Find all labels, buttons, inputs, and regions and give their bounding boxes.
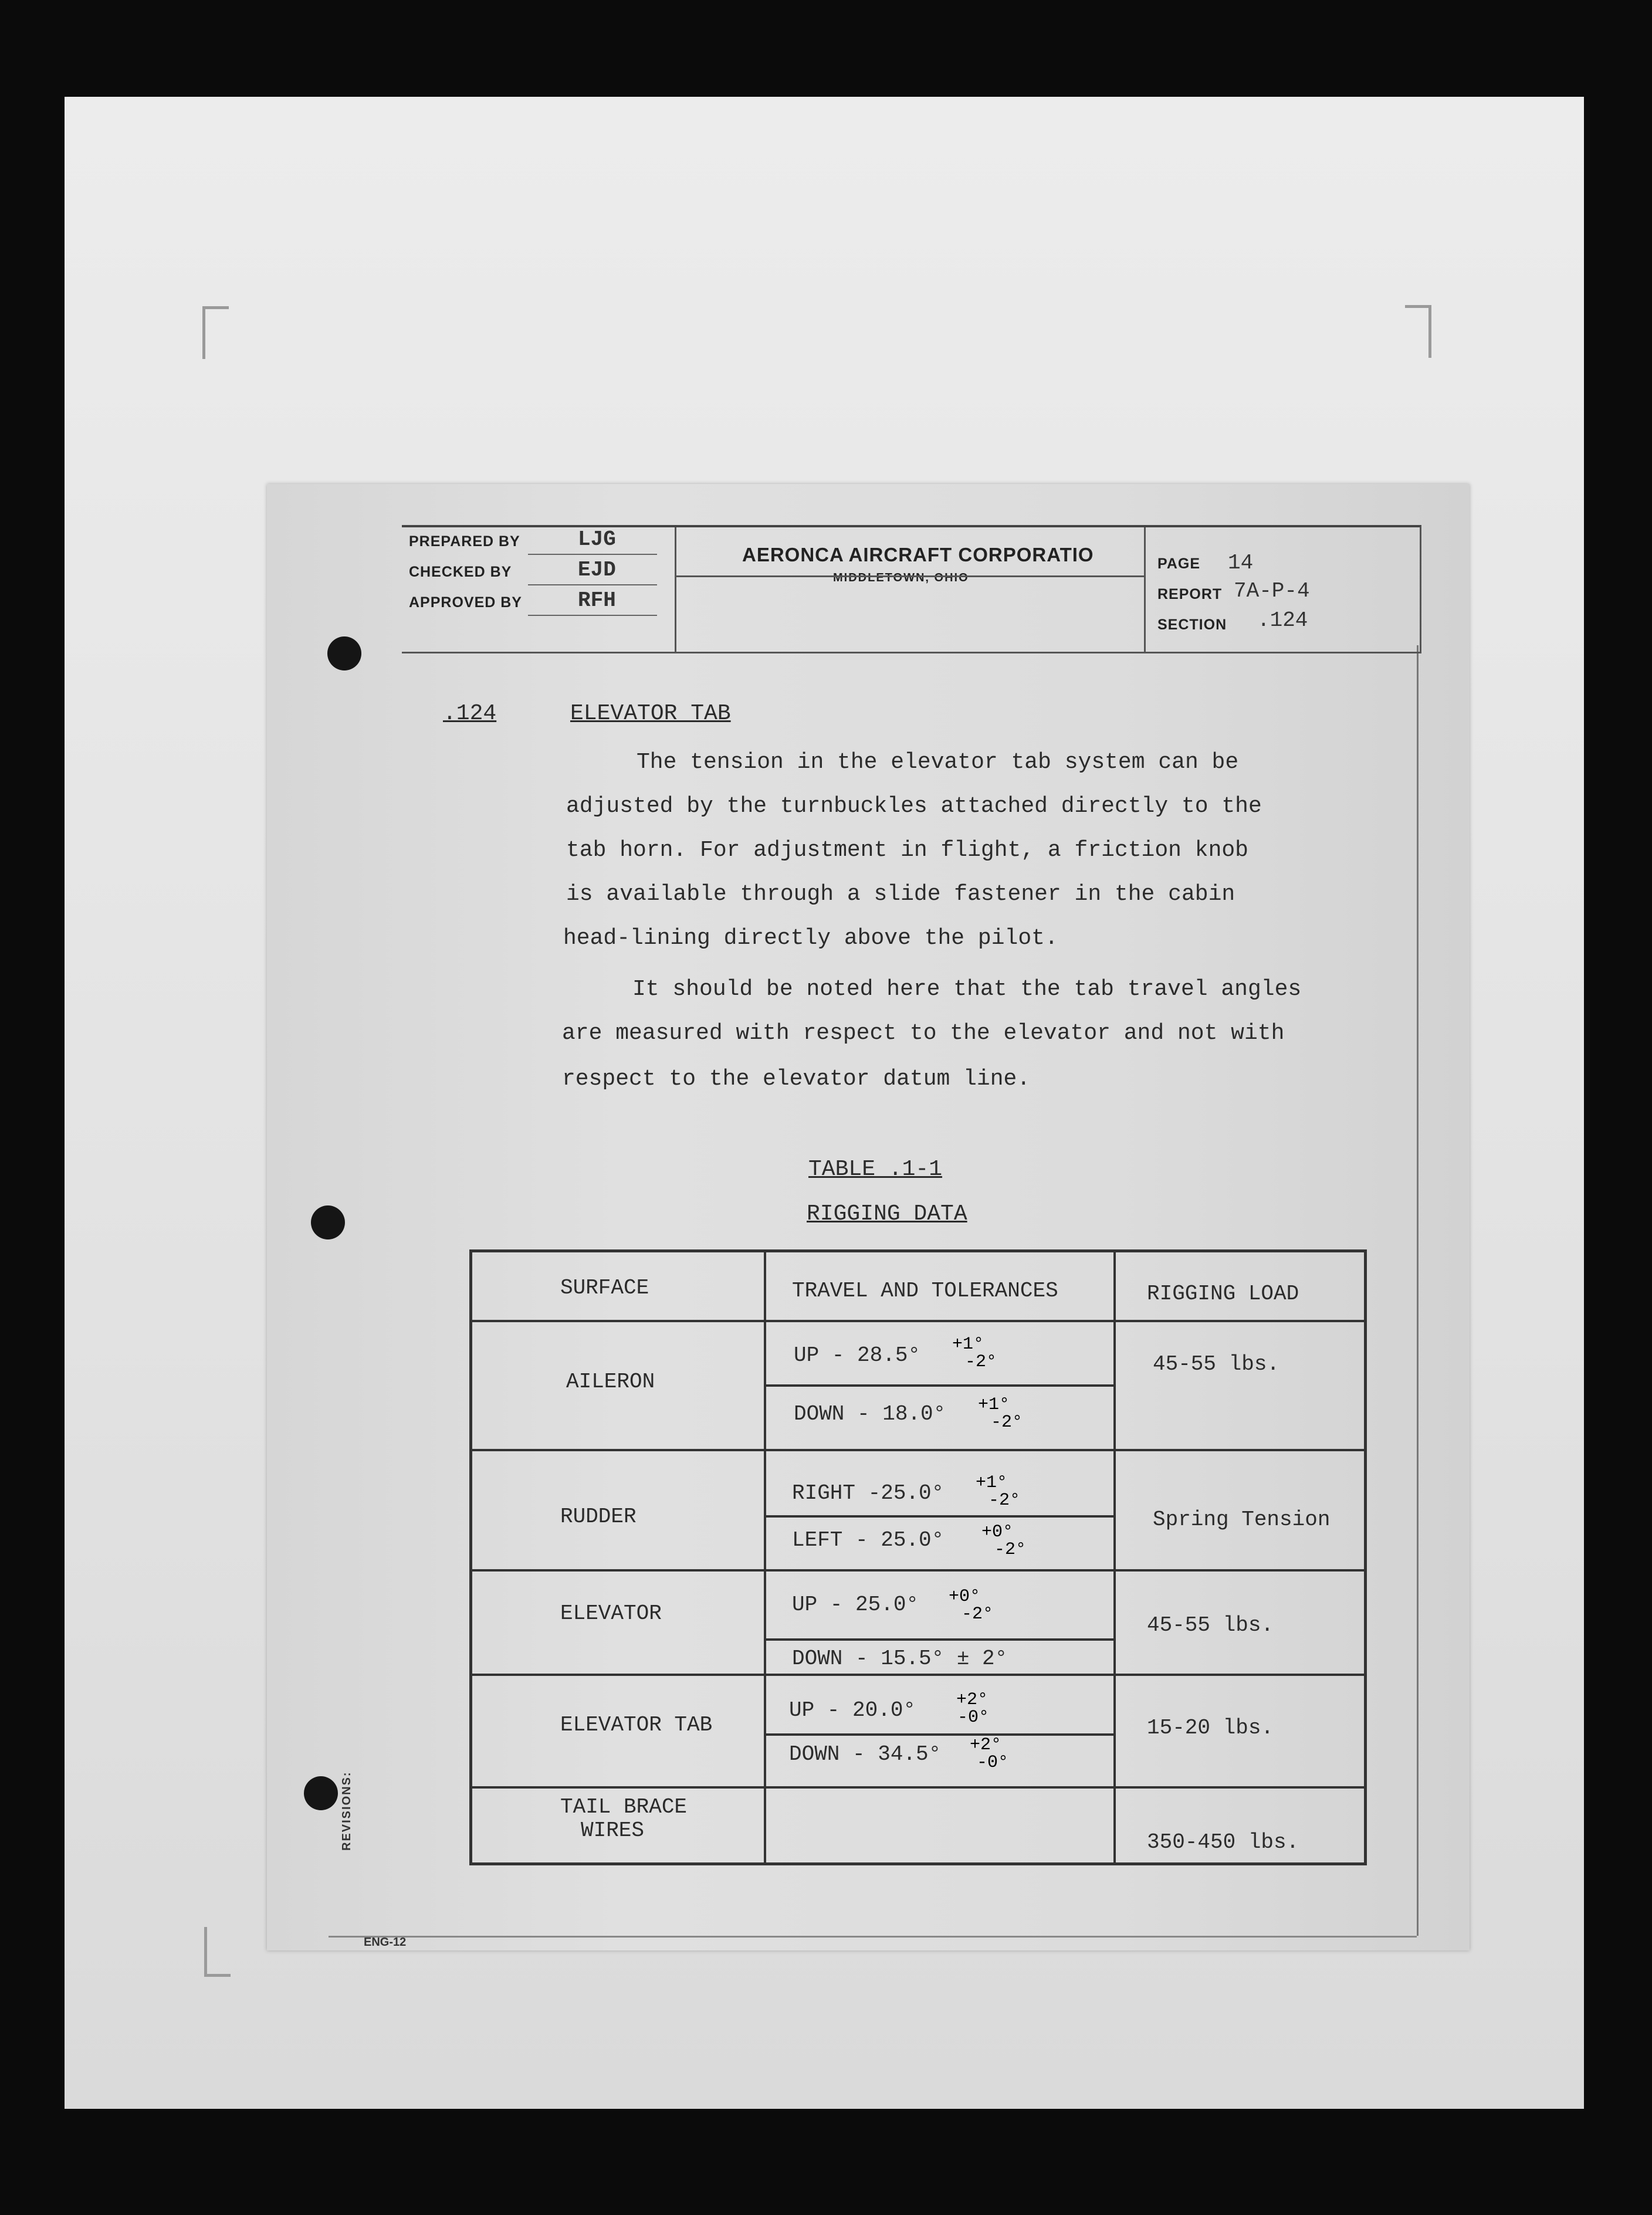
tol-minus: -2°	[965, 1352, 997, 1372]
elevator-tab-sub-divider	[764, 1733, 1116, 1736]
tail-brace-load: 350-450 lbs.	[1147, 1830, 1299, 1854]
approved-by-value: RFH	[578, 588, 616, 612]
checked-by-line	[528, 584, 657, 585]
approved-by-line	[528, 615, 657, 616]
tol-plus: +2°	[956, 1690, 989, 1710]
rigging-data-table	[469, 1249, 1367, 1865]
header-travel-tolerances: TRAVEL AND TOLERANCES	[792, 1279, 1058, 1303]
header-surface: SURFACE	[560, 1276, 649, 1300]
report-label: REPORT	[1157, 586, 1223, 602]
document-header	[402, 525, 1421, 653]
tol-minus: -2°	[962, 1604, 994, 1624]
tol-plus: +1°	[952, 1335, 984, 1354]
table-col-divider-1	[764, 1252, 766, 1862]
table-row-divider-3	[472, 1674, 1364, 1676]
elevator-tab-load: 15-20 lbs.	[1147, 1716, 1274, 1740]
rudder-left-tolerance	[981, 1523, 1026, 1559]
table-col-divider-2	[1113, 1252, 1116, 1862]
crop-mark-bottom-left	[204, 1927, 231, 1977]
binder-hole-middle	[311, 1205, 345, 1239]
prepared-by-value: LJG	[578, 527, 616, 551]
tol-minus: -0°	[957, 1708, 990, 1728]
rudder-right-travel: RIGHT -25.0°	[792, 1481, 945, 1505]
tol-minus: -2°	[989, 1491, 1021, 1510]
aileron-down-tolerance	[978, 1396, 1023, 1431]
elevator-load: 45-55 lbs.	[1147, 1613, 1274, 1637]
section-number-heading: .124	[443, 701, 497, 726]
tol-plus: +1°	[978, 1395, 1010, 1415]
rudder-right-tolerance	[976, 1474, 1020, 1509]
company-city: MIDDLETOWN, OHIO	[833, 571, 969, 584]
aileron-up-tolerance	[952, 1336, 997, 1371]
elevator-tab-down-tolerance	[970, 1736, 1008, 1772]
table-header-divider	[472, 1320, 1364, 1322]
tol-plus: +1°	[976, 1473, 1008, 1493]
body-line-7: are measured with respect to the elevator and not with	[562, 1021, 1285, 1046]
section-number: .124	[1257, 608, 1308, 632]
elevator-sub-divider	[764, 1638, 1116, 1641]
header-rigging-load: RIGGING LOAD	[1147, 1282, 1299, 1306]
table-subtitle: RIGGING DATA	[807, 1201, 967, 1227]
rudder-load: Spring Tension	[1153, 1508, 1331, 1532]
body-line-2: adjusted by the turnbuckles attached directly to the	[566, 794, 1262, 819]
tol-minus: -2°	[991, 1413, 1023, 1432]
checked-by-label: CHECKED BY	[409, 564, 512, 580]
body-line-6: It should be noted here that the tab travel angles	[632, 977, 1302, 1002]
elevator-tab-up-travel: UP - 20.0°	[789, 1698, 916, 1722]
rudder-sub-divider	[764, 1515, 1116, 1518]
page-label: PAGE	[1157, 556, 1200, 572]
page-bottom-border	[329, 1936, 1417, 1938]
approved-by-label: APPROVED BY	[409, 594, 522, 611]
table-row-divider-4	[472, 1786, 1364, 1789]
header-divider	[675, 575, 1144, 577]
elevator-up-travel: UP - 25.0°	[792, 1593, 919, 1617]
elevator-down-travel: DOWN - 15.5° ± 2°	[792, 1647, 1008, 1671]
tol-plus: +2°	[970, 1735, 1002, 1755]
elevator-up-tolerance	[949, 1588, 993, 1623]
reference-block	[1144, 527, 1419, 652]
rudder-left-travel: LEFT - 25.0°	[792, 1528, 945, 1552]
surface-elevator: ELEVATOR	[560, 1601, 662, 1625]
crop-mark-top-left	[202, 306, 229, 359]
prepared-by-label: PREPARED BY	[409, 533, 520, 550]
elevator-tab-down-travel: DOWN - 34.5°	[789, 1742, 942, 1766]
aileron-down-travel: DOWN - 18.0°	[794, 1402, 946, 1426]
section-label: SECTION	[1157, 617, 1227, 633]
binder-hole-bottom	[304, 1776, 338, 1810]
aileron-sub-divider	[764, 1384, 1116, 1387]
aileron-up-travel: UP - 28.5°	[794, 1343, 921, 1367]
surface-tail-brace-line1: TAIL BRACE	[560, 1795, 688, 1819]
body-line-3: tab horn. For adjustment in flight, a friction knob	[566, 838, 1248, 863]
form-number: ENG-12	[364, 1936, 407, 1949]
tol-minus: -0°	[977, 1753, 1009, 1773]
tol-plus: +0°	[949, 1587, 981, 1607]
tol-minus: -2°	[994, 1540, 1027, 1560]
body-line-5: head-lining directly above the pilot.	[563, 926, 1058, 951]
prepared-by-line	[528, 554, 657, 555]
report-number: 7A-P-4	[1234, 579, 1310, 603]
tol-plus: +0°	[981, 1522, 1014, 1542]
signoff-block	[402, 527, 676, 652]
table-row-divider-2	[472, 1569, 1364, 1572]
binder-hole-top	[327, 636, 361, 670]
surface-elevator-tab: ELEVATOR TAB	[560, 1713, 713, 1737]
revisions-label: REVISIONS:	[340, 1771, 353, 1851]
surface-aileron: AILERON	[566, 1370, 655, 1394]
surface-tail-brace-line2: WIRES	[581, 1818, 645, 1843]
body-line-4: is available through a slide fastener in the cabin	[566, 882, 1235, 907]
crop-mark-top-right	[1405, 305, 1431, 358]
aileron-load: 45-55 lbs.	[1153, 1352, 1280, 1376]
body-line-8: respect to the elevator datum line.	[562, 1066, 1031, 1092]
page-number: 14	[1228, 551, 1254, 575]
elevator-tab-up-tolerance	[956, 1691, 989, 1726]
body-line-1: The tension in the elevator tab system can be	[637, 750, 1239, 775]
company-name: AERONCA AIRCRAFT CORPORATIO	[742, 544, 1094, 565]
table-title: TABLE .1-1	[808, 1157, 943, 1182]
checked-by-value: EJD	[578, 558, 616, 582]
surface-rudder: RUDDER	[560, 1505, 637, 1529]
section-title: ELEVATOR TAB	[570, 701, 731, 726]
page-right-border	[1417, 645, 1419, 1936]
table-row-divider-1	[472, 1449, 1364, 1451]
